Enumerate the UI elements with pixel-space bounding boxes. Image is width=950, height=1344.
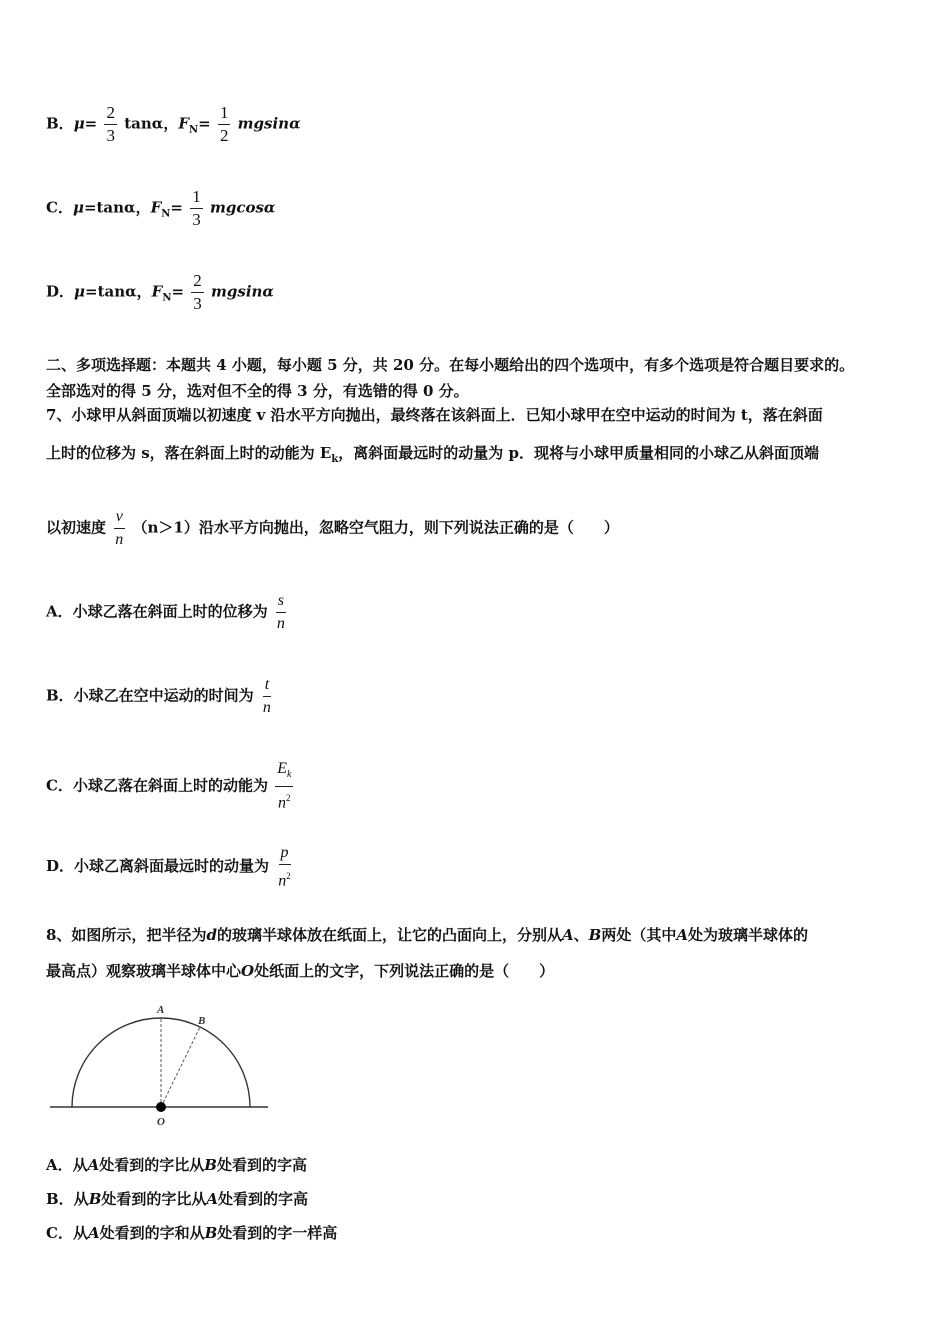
label-a: A — [157, 1004, 165, 1016]
fraction: $\frac{2}{3}$ — [106, 103, 115, 145]
fraction: $\frac{1}{3}$ — [192, 187, 201, 229]
q8-option-b: B．从B处看到的字比从A处看到的字高 — [46, 1190, 309, 1208]
q8-line-1: 8、如图所示，把半径为d的玻璃半球体放在纸面上，让它的凸面向上，分别从A、B两处（其中A处为玻璃半球体的 — [46, 926, 808, 944]
q7-line-2: 上时的位移为 s，落在斜面上时的动能为 $E_k$，离斜面最远时的动量为 p．现将与小球甲质量相同的小球乙从斜面顶端 — [46, 444, 819, 465]
q7-option-d: D．小球乙离斜面最远时的动量为 $\frac{p}{n^2}$ — [46, 842, 295, 892]
label-b: B — [198, 1015, 206, 1027]
center-point — [156, 1102, 166, 1112]
line-ob — [161, 1027, 200, 1107]
q8-option-c: C．从A处看到的字和从B处看到的字一样高 — [46, 1224, 338, 1242]
section-2-header: 二、多项选择题：本题共 4 小题，每小题 5 分，共 20 分。在每小题给出的四个选项中，有多个选项是符合题目要求的。 全部选对的得 5 分，选对但不全的得 3 分，有选错的得 0 分。 — [46, 356, 855, 400]
label-o: O — [157, 1116, 165, 1128]
fraction: $\frac{v}{n}$ — [115, 508, 124, 548]
q7-option-b: B．小球乙在空中运动的时间为 $\frac{t}{n}$ — [46, 674, 275, 719]
fraction: $\frac{1}{2}$ — [219, 103, 229, 145]
hemisphere-figure — [48, 1000, 273, 1130]
q6-option-c: C．μ=tanα，$F_N=$ $\frac{1}{3}$ mgcosα — [46, 187, 276, 229]
q7-option-a: A．小球乙落在斜面上时的位移为 $\frac{s}{n}$ — [46, 590, 289, 635]
fraction: $\frac{s}{n}$ — [276, 592, 285, 632]
q7-option-c: C．小球乙落在斜面上时的动能为 $\frac{E_k}{n^2}$ — [46, 758, 295, 815]
q7-line-1: 7、小球甲从斜面顶端以初速度 v 沿水平方向抛出，最终落在该斜面上．已知小球甲在空中运动的时间为 t，落在斜面 — [46, 406, 823, 424]
fraction: $\frac{t}{n}$ — [262, 676, 271, 716]
q6-option-b: B．μ= $\frac{2}{3}$ tanα，$F_N=$ $\frac{1}{2}$ mgsinα — [46, 103, 301, 145]
q6-option-d: D．μ=tanα，$F_N=$ $\frac{2}{3}$ mgsinα — [46, 271, 274, 313]
fraction: $\frac{E_k}{n^2}$ — [277, 760, 292, 812]
q7-line-3: 以初速度 $\frac{v}{n}$ （n＞1）沿水平方向抛出，忽略空气阻力，则下列说法正确的是（ ） — [46, 506, 619, 551]
fraction: $\frac{2}{3}$ — [193, 271, 202, 313]
q8-line-2: 最高点）观察玻璃半球体中心O处纸面上的文字，下列说法正确的是（ ） — [46, 962, 555, 980]
fraction: $\frac{p}{n^2}$ — [278, 844, 291, 890]
q8-option-a: A．从A处看到的字比从B处看到的字高 — [46, 1156, 307, 1174]
